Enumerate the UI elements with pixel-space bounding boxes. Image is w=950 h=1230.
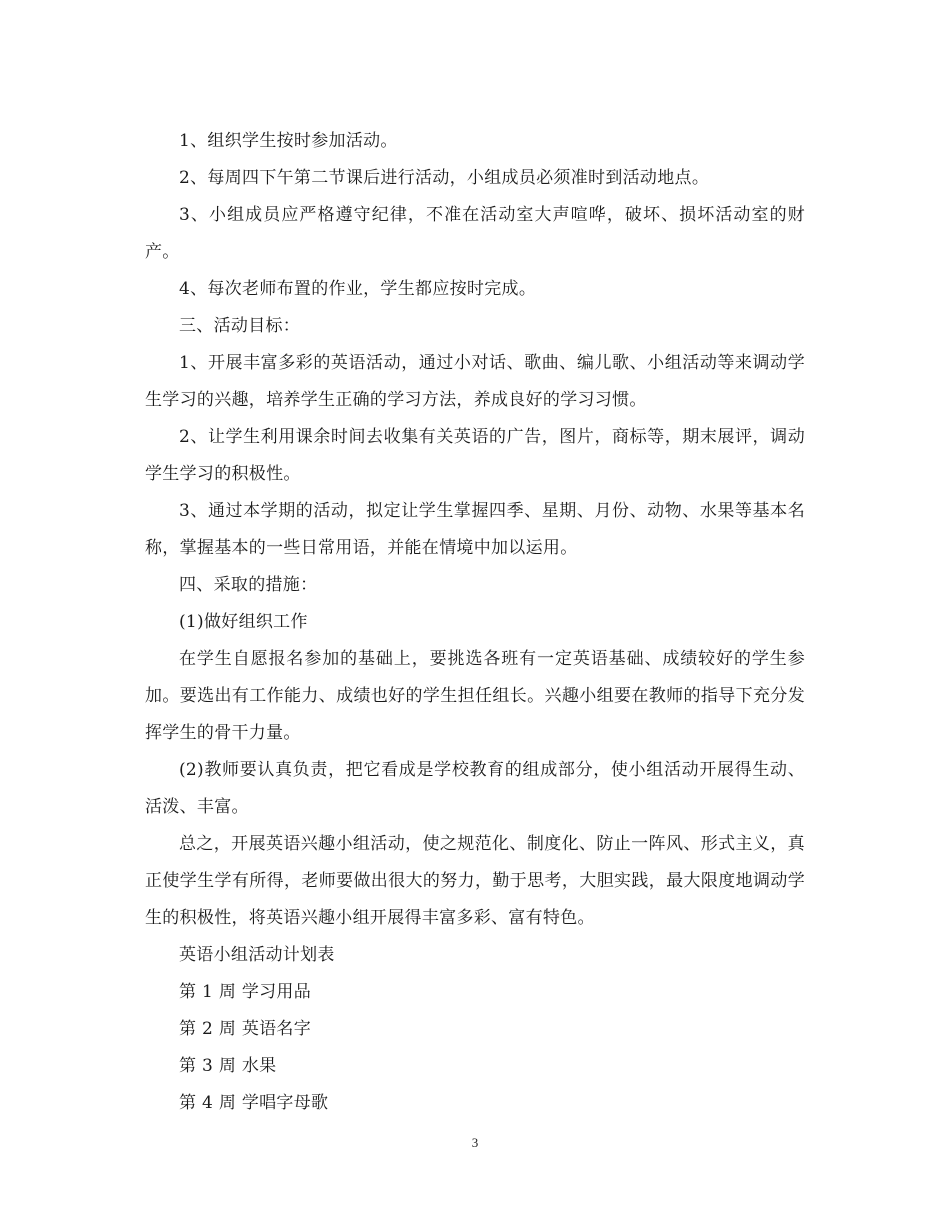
section-heading-goals: 三、活动目标： [179, 316, 301, 336]
paragraph-measure-1-body: 在学生自愿报名参加的基础上，要挑选各班有一定英语基础、成绩较好的学生参加。要选出有工作能力、成绩也好的学生担任组长。兴趣小组要在教师的指导下充分发挥学生的骨干力量。 [145, 649, 805, 743]
paragraph-goal-1: 1、开展丰富多彩的英语活动，通过小对话、歌曲、编儿歌、小组活动等来调动学生学习的兴趣，培养学生正确的学习方法，养成良好的学习习惯。 [145, 353, 805, 410]
paragraph-measure-1-title: (1)做好组织工作 [179, 612, 308, 632]
schedule-title: 英语小组活动计划表 [179, 945, 335, 965]
paragraph-rule-2: 2、每周四下午第二节课后进行活动，小组成员必须准时到活动地点。 [179, 168, 710, 188]
page-number: 3 [471, 1135, 479, 1150]
schedule-week-3: 第 3 周 水果 [179, 1056, 277, 1076]
paragraph-goal-3: 3、通过本学期的活动，拟定让学生掌握四季、星期、月份、动物、水果等基本名称，掌握基本的一些日常用语，并能在情境中加以运用。 [145, 501, 805, 558]
paragraph-summary: 总之，开展英语兴趣小组活动，使之规范化、制度化、防止一阵风、形式主义，真正使学生学有所得，老师要做出很大的努力，勤于思考，大胆实践，最大限度地调动学生的积极性，将英语兴趣小组开展得丰富多彩、富有特色。 [145, 834, 805, 928]
section-heading-measures: 四、采取的措施： [179, 575, 318, 595]
schedule-week-1: 第 1 周 学习用品 [179, 982, 312, 1002]
schedule-week-2: 第 2 周 英语名字 [179, 1019, 312, 1039]
paragraph-rule-1: 1、组织学生按时参加活动。 [179, 131, 398, 151]
paragraph-rule-3: 3、小组成员应严格遵守纪律，不准在活动室大声喧哗，破坏、损坏活动室的财产。 [145, 205, 805, 262]
paragraph-goal-2: 2、让学生利用课余时间去收集有关英语的广告，图片，商标等，期末展评，调动学生学习的积极性。 [145, 427, 805, 484]
paragraph-measure-2: (2)教师要认真负责，把它看成是学校教育的组成部分，使小组活动开展得生动、活泼、丰富。 [145, 760, 805, 817]
schedule-week-4: 第 4 周 学唱字母歌 [179, 1093, 329, 1113]
document-body [145, 123, 805, 1122]
paragraph-rule-4: 4、每次老师布置的作业，学生都应按时完成。 [179, 279, 537, 299]
